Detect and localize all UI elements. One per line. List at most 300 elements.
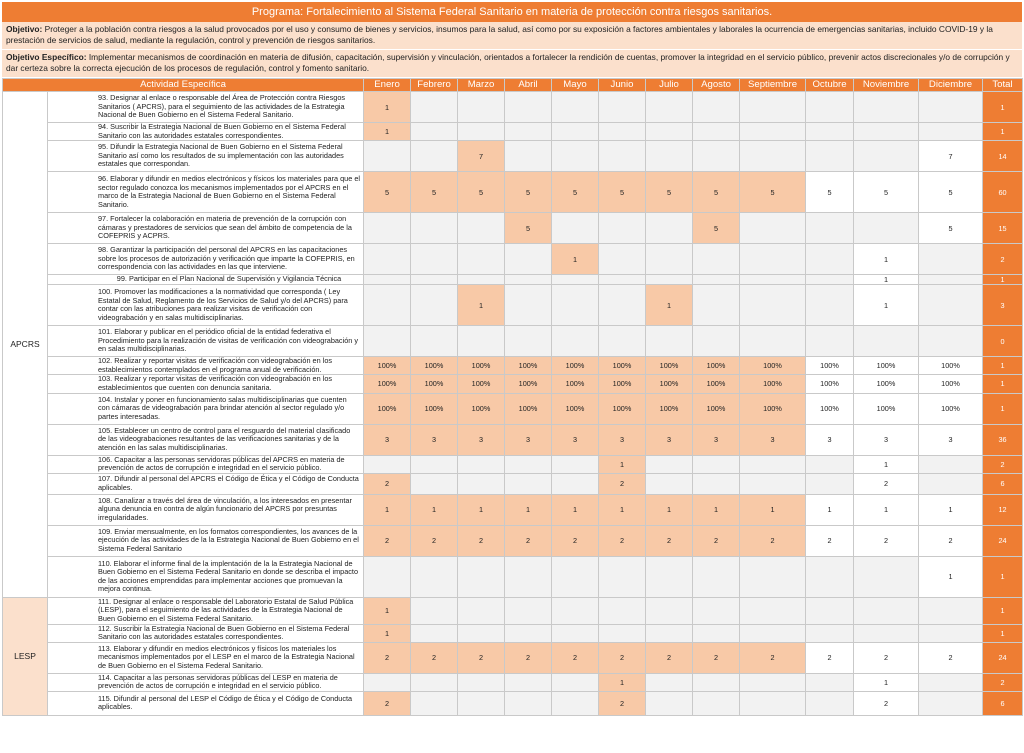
table-row: [3, 141, 1023, 172]
total-cell: 60: [983, 172, 1023, 213]
month-cell: [505, 123, 552, 141]
month-cell: 5: [854, 172, 919, 213]
page: [2, 2, 1022, 716]
month-cell: [740, 92, 806, 123]
month-cell: [806, 326, 854, 357]
objetivo-especifico-label: Objetivo Específico:: [6, 52, 87, 62]
total-cell: 0: [983, 326, 1023, 357]
month-cell: [646, 673, 693, 691]
month-cell: [552, 455, 599, 473]
month-cell: 1: [364, 597, 411, 624]
month-cell: 100%: [411, 393, 458, 424]
activity-text: 106. Capacitar a las personas servidoras públicas del APCRS en materia de prevención de actos de corrupción e integridad en el servicio público.: [48, 455, 364, 473]
month-cell: [646, 556, 693, 597]
month-cell: 100%: [458, 393, 505, 424]
activity-text: 100. Promover las modificaciones a la normatividad que corresponda ( Ley Estatal de Salud, Reglamento de los Servicios de Salud y/o del APCRS) para contar con las atribuciones para realizar visitas de verificación con videograbación y en salas multidisciplinarias.: [48, 285, 364, 326]
month-cell: [364, 455, 411, 473]
table-row: [3, 494, 1023, 525]
month-cell: [806, 213, 854, 244]
month-cell: 1: [740, 494, 806, 525]
month-cell: [806, 92, 854, 123]
total-cell: 2: [983, 455, 1023, 473]
month-cell: 1: [552, 244, 599, 275]
month-cell: 1: [458, 494, 505, 525]
table-body: [3, 92, 1023, 716]
month-cell: 100%: [364, 357, 411, 375]
month-cell: [646, 244, 693, 275]
month-cell: [505, 326, 552, 357]
month-cell: 3: [552, 424, 599, 455]
month-cell: [854, 92, 919, 123]
table-row: [3, 556, 1023, 597]
header-month: Marzo: [458, 79, 505, 92]
month-cell: 100%: [364, 375, 411, 393]
month-cell: 100%: [505, 393, 552, 424]
month-cell: [411, 92, 458, 123]
month-cell: 2: [552, 525, 599, 556]
objetivo-especifico-text: Implementar mecanismos de coordinación en materia de difusión, capacitación, supervisión y vinculación, orientados a fortalecer la rendición de cuentas, promover la integridad en el servicio público, prevenir actos discrecionales y/o de corrupción y dar certeza sobre la correcta ejecución de los procesos de regulación, control y fomento sanitario.: [6, 52, 1010, 73]
month-cell: [552, 556, 599, 597]
month-cell: [364, 141, 411, 172]
header-month: Octubre: [806, 79, 854, 92]
month-cell: [919, 624, 983, 642]
total-cell: 6: [983, 473, 1023, 494]
month-cell: 1: [854, 285, 919, 326]
month-cell: 2: [806, 642, 854, 673]
month-cell: [693, 473, 740, 494]
month-cell: [693, 244, 740, 275]
month-cell: 1: [854, 455, 919, 473]
month-cell: [740, 556, 806, 597]
month-cell: 2: [806, 525, 854, 556]
header-month: Agosto: [693, 79, 740, 92]
month-cell: [599, 285, 646, 326]
month-cell: [919, 123, 983, 141]
table-row: [3, 357, 1023, 375]
activity-text: 103. Realizar y reportar visitas de verificación con videograbación en los establecimientos que cuenten con denuncia sanitaria.: [48, 375, 364, 393]
month-cell: [599, 556, 646, 597]
month-cell: 100%: [599, 375, 646, 393]
month-cell: 5: [693, 213, 740, 244]
month-cell: [919, 275, 983, 285]
month-cell: [599, 92, 646, 123]
activity-text: 94. Suscribir la Estrategia Nacional de Buen Gobierno en el Sistema Federal Sanitario con las autoridades estatales correspondientes.: [48, 123, 364, 141]
month-cell: 100%: [919, 375, 983, 393]
month-cell: [411, 213, 458, 244]
activity-text: 93. Designar al enlace o responsable del Área de Protección contra Riesgos Sanitarios ( APCRS), para el seguimiento de las actividades de la Estrategia Nacional de Buen Gobierno en el Sistema Federal Sanitario.: [48, 92, 364, 123]
month-cell: 1: [364, 123, 411, 141]
objetivo-especifico: [2, 50, 1022, 78]
month-cell: [552, 141, 599, 172]
month-cell: [364, 673, 411, 691]
month-cell: 1: [458, 285, 505, 326]
month-cell: 100%: [740, 393, 806, 424]
month-cell: 2: [854, 691, 919, 715]
month-cell: [552, 92, 599, 123]
activity-text: 104. Instalar y poner en funcionamiento salas multidisciplinarias que cuenten con cámaras de videograbación para brindar atención al sector regulado y/o partes interesadas.: [48, 393, 364, 424]
month-cell: [693, 597, 740, 624]
section-label: APCRS: [3, 92, 48, 598]
month-cell: 5: [505, 172, 552, 213]
month-cell: 100%: [806, 393, 854, 424]
total-cell: 12: [983, 494, 1023, 525]
month-cell: [505, 556, 552, 597]
header-month: Septiembre: [740, 79, 806, 92]
header-month: Enero: [364, 79, 411, 92]
month-cell: [505, 92, 552, 123]
month-cell: [740, 326, 806, 357]
month-cell: 3: [646, 424, 693, 455]
month-cell: 5: [364, 172, 411, 213]
month-cell: 2: [599, 642, 646, 673]
month-cell: [599, 141, 646, 172]
month-cell: 2: [364, 473, 411, 494]
month-cell: 2: [854, 473, 919, 494]
month-cell: [740, 141, 806, 172]
month-cell: [646, 326, 693, 357]
table-header-row: [3, 79, 1023, 92]
month-cell: [646, 275, 693, 285]
month-cell: [411, 123, 458, 141]
program-banner: Programa: Fortalecimiento al Sistema Federal Sanitario en materia de protección contra riesgos sanitarios.: [2, 2, 1022, 22]
month-cell: 2: [693, 525, 740, 556]
month-cell: 1: [854, 494, 919, 525]
month-cell: [505, 624, 552, 642]
total-cell: 1: [983, 556, 1023, 597]
month-cell: [646, 597, 693, 624]
activity-text: 101. Elaborar y publicar en el periódico oficial de la entidad federativa el Procedimiento para la realización de visitas de verificación con videograbación y en salas multidisciplinarias.: [48, 326, 364, 357]
month-cell: [919, 597, 983, 624]
month-cell: [458, 275, 505, 285]
month-cell: 2: [458, 642, 505, 673]
month-cell: [806, 556, 854, 597]
month-cell: [740, 213, 806, 244]
month-cell: 3: [854, 424, 919, 455]
month-cell: [740, 285, 806, 326]
section-label: LESP: [3, 597, 48, 715]
month-cell: [552, 624, 599, 642]
month-cell: [646, 141, 693, 172]
month-cell: 2: [854, 642, 919, 673]
month-cell: 3: [364, 424, 411, 455]
total-cell: 1: [983, 597, 1023, 624]
table-row: [3, 597, 1023, 624]
month-cell: 5: [693, 172, 740, 213]
month-cell: 100%: [854, 375, 919, 393]
month-cell: [693, 624, 740, 642]
month-cell: [646, 691, 693, 715]
month-cell: [599, 123, 646, 141]
month-cell: 1: [364, 624, 411, 642]
month-cell: [854, 123, 919, 141]
table-row: [3, 642, 1023, 673]
month-cell: 2: [854, 525, 919, 556]
month-cell: [599, 326, 646, 357]
month-cell: 5: [646, 172, 693, 213]
total-cell: 1: [983, 357, 1023, 375]
month-cell: 100%: [919, 393, 983, 424]
month-cell: [458, 123, 505, 141]
month-cell: 100%: [919, 357, 983, 375]
month-cell: [505, 673, 552, 691]
month-cell: [806, 275, 854, 285]
activities-table: [2, 78, 1023, 716]
month-cell: 3: [599, 424, 646, 455]
month-cell: 1: [364, 494, 411, 525]
header-month: Junio: [599, 79, 646, 92]
month-cell: 3: [919, 424, 983, 455]
month-cell: [693, 691, 740, 715]
table-row: [3, 691, 1023, 715]
month-cell: [458, 556, 505, 597]
activity-text: 102. Realizar y reportar visitas de verificación con videograbación en los establecimientos contemplados en el programa anual de verificación.: [48, 357, 364, 375]
month-cell: 100%: [806, 357, 854, 375]
month-cell: 2: [458, 525, 505, 556]
month-cell: [505, 244, 552, 275]
month-cell: [693, 556, 740, 597]
total-cell: 2: [983, 673, 1023, 691]
header-month: Mayo: [552, 79, 599, 92]
month-cell: [806, 285, 854, 326]
month-cell: [693, 275, 740, 285]
month-cell: [411, 691, 458, 715]
month-cell: [411, 141, 458, 172]
month-cell: 2: [364, 525, 411, 556]
month-cell: [693, 673, 740, 691]
month-cell: [552, 285, 599, 326]
month-cell: [411, 556, 458, 597]
month-cell: [854, 624, 919, 642]
month-cell: [646, 213, 693, 244]
month-cell: [693, 455, 740, 473]
table-row: [3, 673, 1023, 691]
month-cell: [919, 455, 983, 473]
month-cell: 3: [740, 424, 806, 455]
table-row: [3, 326, 1023, 357]
table-row: [3, 455, 1023, 473]
month-cell: [693, 326, 740, 357]
month-cell: 2: [364, 642, 411, 673]
month-cell: 7: [458, 141, 505, 172]
month-cell: 1: [411, 494, 458, 525]
month-cell: 5: [919, 172, 983, 213]
month-cell: 100%: [854, 393, 919, 424]
activity-text: 110. Elaborar el informe final de la implentación de la la Estrategia Nacional de Buen Gobierno en el Sistema Federal Sanitario en donde se describa el impacto de las acciones emprendidas para implementar acciones que promuevan la mejora continua.: [48, 556, 364, 597]
month-cell: 100%: [646, 393, 693, 424]
month-cell: [411, 244, 458, 275]
table-row: [3, 375, 1023, 393]
total-cell: 1: [983, 624, 1023, 642]
total-cell: 1: [983, 123, 1023, 141]
month-cell: 100%: [364, 393, 411, 424]
month-cell: 1: [693, 494, 740, 525]
month-cell: [854, 141, 919, 172]
month-cell: [458, 473, 505, 494]
activity-text: 109. Enviar mensualmente, en los formatos correspondientes, los avances de la ejecución de las actividades de la la Estrategia Nacional de Buen Gobierno en el Sistema Federal Sanitario: [48, 525, 364, 556]
month-cell: 5: [919, 213, 983, 244]
month-cell: [458, 691, 505, 715]
month-cell: [740, 691, 806, 715]
month-cell: 5: [599, 172, 646, 213]
month-cell: [411, 624, 458, 642]
month-cell: 2: [599, 473, 646, 494]
month-cell: [854, 326, 919, 357]
month-cell: [599, 624, 646, 642]
month-cell: [552, 673, 599, 691]
month-cell: [364, 213, 411, 244]
month-cell: [411, 455, 458, 473]
month-cell: [919, 326, 983, 357]
month-cell: [806, 597, 854, 624]
month-cell: 5: [740, 172, 806, 213]
month-cell: 100%: [552, 357, 599, 375]
month-cell: [411, 673, 458, 691]
month-cell: [599, 597, 646, 624]
table-row: [3, 123, 1023, 141]
header-month: Julio: [646, 79, 693, 92]
month-cell: [505, 455, 552, 473]
month-cell: 2: [693, 642, 740, 673]
month-cell: [364, 285, 411, 326]
month-cell: [364, 556, 411, 597]
month-cell: 100%: [806, 375, 854, 393]
month-cell: 2: [364, 691, 411, 715]
month-cell: [552, 691, 599, 715]
month-cell: 3: [458, 424, 505, 455]
month-cell: [364, 244, 411, 275]
month-cell: 100%: [505, 357, 552, 375]
activity-text: 107. Difundir al personal del APCRS el Código de Ética y el Código de Conducta aplicables.: [48, 473, 364, 494]
month-cell: [693, 92, 740, 123]
header-month: Diciembre: [919, 79, 983, 92]
month-cell: [505, 473, 552, 494]
month-cell: 100%: [646, 357, 693, 375]
month-cell: [505, 691, 552, 715]
month-cell: [919, 473, 983, 494]
month-cell: 1: [505, 494, 552, 525]
activity-text: 97. Fortalecer la colaboración en materia de prevención de la corrupción con cámaras y prestadores de servicios que sean del ámbito de competencia de la COFEPRIS y ACPRS.: [48, 213, 364, 244]
month-cell: [740, 455, 806, 473]
month-cell: 2: [740, 525, 806, 556]
month-cell: [919, 673, 983, 691]
month-cell: [806, 123, 854, 141]
month-cell: 100%: [693, 375, 740, 393]
month-cell: [552, 326, 599, 357]
month-cell: [740, 673, 806, 691]
activity-text: 108. Canalizar a través del área de vinculación, a los interesados en presentar alguna denuncia en contra de algún funcionario del APCRS por presuntas irregularidades.: [48, 494, 364, 525]
total-cell: 24: [983, 642, 1023, 673]
month-cell: [458, 624, 505, 642]
month-cell: [740, 275, 806, 285]
table-row: [3, 473, 1023, 494]
month-cell: [364, 326, 411, 357]
month-cell: 2: [646, 642, 693, 673]
month-cell: [411, 597, 458, 624]
objetivo-label: Objetivo:: [6, 24, 43, 34]
month-cell: [806, 244, 854, 275]
month-cell: [854, 213, 919, 244]
month-cell: [552, 597, 599, 624]
activity-text: 111. Designar al enlace o responsable del Laboratorio Estatal de Salud Pública (LESP), para el seguimiento de las actividades de la Estrategia Nacional de Buen Gobierno en el Sistema Federal Sanitario.: [48, 597, 364, 624]
month-cell: 100%: [552, 393, 599, 424]
month-cell: 5: [552, 172, 599, 213]
month-cell: 3: [806, 424, 854, 455]
month-cell: 1: [646, 285, 693, 326]
month-cell: [599, 244, 646, 275]
activity-text: 99. Participar en el Plan Nacional de Supervisión y Vigilancia Técnica: [48, 275, 364, 285]
total-cell: 36: [983, 424, 1023, 455]
month-cell: [919, 244, 983, 275]
month-cell: 100%: [740, 375, 806, 393]
month-cell: 100%: [458, 357, 505, 375]
month-cell: 100%: [411, 357, 458, 375]
month-cell: 100%: [854, 357, 919, 375]
month-cell: 100%: [505, 375, 552, 393]
month-cell: [411, 473, 458, 494]
total-cell: 2: [983, 244, 1023, 275]
month-cell: 100%: [458, 375, 505, 393]
header-month: Febrero: [411, 79, 458, 92]
month-cell: [854, 597, 919, 624]
month-cell: 7: [919, 141, 983, 172]
total-cell: 3: [983, 285, 1023, 326]
month-cell: 100%: [599, 393, 646, 424]
activity-text: 96. Elaborar y difundir en medios electrónicos y físicos los materiales para que el sector regulado conozca los mecanismos implementados por el APCRS en el marco de la Estrategia Nacional de Buen Gobierno en el Sistema Federal Sanitario.: [48, 172, 364, 213]
month-cell: 100%: [693, 393, 740, 424]
month-cell: [505, 597, 552, 624]
month-cell: 2: [552, 642, 599, 673]
month-cell: [646, 624, 693, 642]
month-cell: [505, 141, 552, 172]
total-cell: 14: [983, 141, 1023, 172]
month-cell: [505, 285, 552, 326]
month-cell: 2: [411, 642, 458, 673]
month-cell: 100%: [740, 357, 806, 375]
month-cell: [364, 275, 411, 285]
activity-text: 112. Suscribir la Estrategia Nacional de Buen Gobierno en el Sistema Federal Sanitario con las autoridades estatales correspondientes.: [48, 624, 364, 642]
total-cell: 15: [983, 213, 1023, 244]
month-cell: 2: [919, 525, 983, 556]
month-cell: [919, 92, 983, 123]
activity-text: 98. Garantizar la participación del personal del APCRS en las capacitaciones sobre los procesos de autorización y verificación que imparte la COFEPRIS, en correspondencia con las actividades en las que interviene.: [48, 244, 364, 275]
month-cell: [693, 123, 740, 141]
total-cell: 1: [983, 375, 1023, 393]
total-cell: 1: [983, 275, 1023, 285]
month-cell: [411, 326, 458, 357]
month-cell: [458, 326, 505, 357]
objetivo-text: Proteger a la población contra riesgos a la salud provocados por el uso y consumo de bienes y servicios, insumos para la salud, así como por su exposición a factores ambientales y laborales la ocurrencia de emergencias sanitarias, incluido COVID-19 y la prestación de servicios de salud, mediante la regulación, control y prevención de riesgos sanitarios.: [6, 24, 993, 45]
month-cell: [919, 691, 983, 715]
month-cell: 1: [854, 275, 919, 285]
month-cell: 1: [919, 556, 983, 597]
month-cell: 5: [806, 172, 854, 213]
month-cell: [740, 244, 806, 275]
month-cell: 1: [599, 494, 646, 525]
month-cell: [693, 285, 740, 326]
month-cell: 100%: [646, 375, 693, 393]
month-cell: 1: [364, 92, 411, 123]
month-cell: [458, 673, 505, 691]
activity-text: 95. Difundir la Estrategia Nacional de Buen Gobierno en el Sistema Federal Sanitario así como los resultados de su implementación con las autoridades estatales que correspondan.: [48, 141, 364, 172]
table-row: [3, 393, 1023, 424]
activity-text: 114. Capacitar a las personas servidoras públicas del LESP en materia de prevención de actos de corrupción e integridad en el servicio público.: [48, 673, 364, 691]
header-month: Noviembre: [854, 79, 919, 92]
activity-text: 115. Difundir al personal del LESP el Código de Ética y el Código de Conducta aplicables.: [48, 691, 364, 715]
month-cell: [552, 275, 599, 285]
table-row: [3, 624, 1023, 642]
total-cell: 1: [983, 92, 1023, 123]
header-actividad: Actividad Específica: [3, 79, 364, 92]
